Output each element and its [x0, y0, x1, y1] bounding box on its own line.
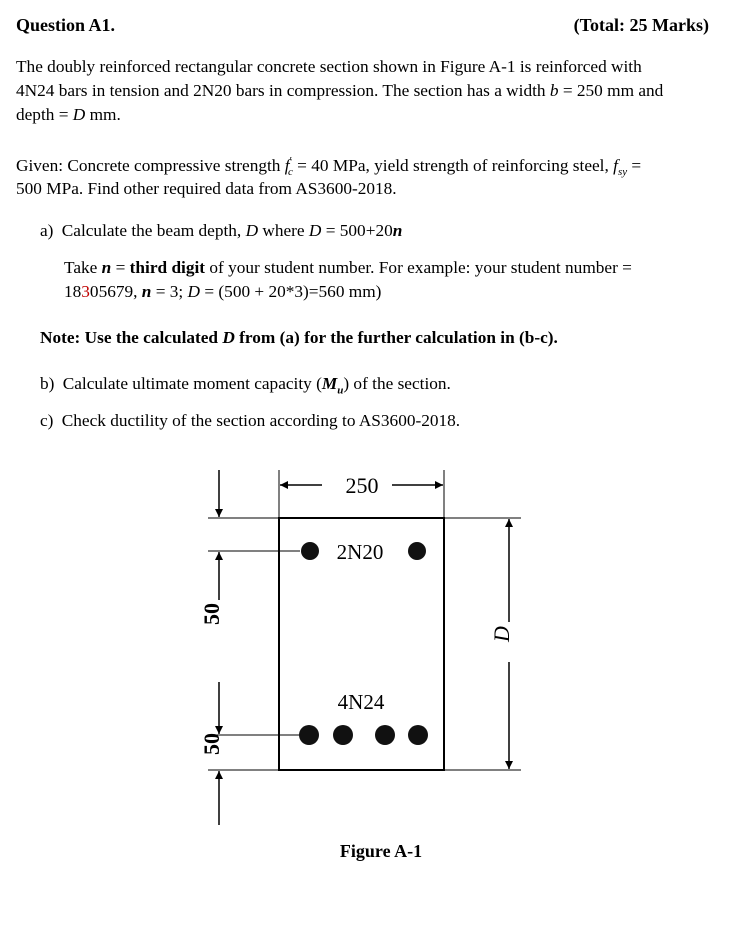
- fc-sub: c: [287, 166, 293, 179]
- part-a-text: where: [258, 221, 309, 240]
- var-Mu-sub: u: [337, 384, 344, 397]
- part-a-text: = 500+20: [321, 221, 393, 240]
- bottom-bar-2: [333, 725, 353, 745]
- var-n: n: [392, 221, 403, 240]
- part-a-text: Calculate the beam depth,: [61, 221, 246, 240]
- bottom-cover-label: 50: [199, 733, 224, 755]
- intro-text: mm.: [85, 105, 121, 124]
- note-text: from (a) for the further calculation in (b-c).: [234, 328, 558, 347]
- var-n: n: [101, 258, 112, 277]
- fsy-sub: sy: [617, 166, 628, 179]
- top-cover-label: 50: [199, 603, 224, 625]
- question-title: Question A1.: [16, 15, 116, 35]
- part-a-label: a): [40, 221, 54, 240]
- intro-text: depth =: [16, 105, 73, 124]
- student-number-part: 18: [64, 282, 82, 301]
- bottom-bar-3: [375, 725, 395, 745]
- take-text: of your student number. For example: your student number =: [205, 258, 632, 277]
- fc-prime: ′: [289, 155, 292, 167]
- example-text: = 3;: [151, 282, 188, 301]
- intro-text: = 250 mm and: [558, 81, 664, 100]
- var-fc: f: [284, 155, 290, 175]
- given-text: = 40 MPa, yield strength of reinforcing steel,: [292, 155, 614, 175]
- bottom-bar-4: [408, 725, 428, 745]
- top-bar-right: [408, 542, 426, 560]
- given-text: =: [627, 155, 642, 175]
- bottom-bars-label: 4N24: [337, 690, 385, 714]
- part-b-text: ) of the section.: [343, 374, 451, 393]
- var-D: D: [245, 221, 259, 240]
- given-text: Given: Concrete compressive strength: [16, 155, 285, 175]
- depth-label: D: [489, 626, 514, 642]
- part-c-label: c): [40, 411, 54, 430]
- part-c-text: Check ductility of the section according to AS3600-2018.: [61, 411, 461, 430]
- var-M: M: [321, 374, 338, 393]
- student-number-part: 05679,: [89, 282, 142, 301]
- var-D: D: [308, 221, 322, 240]
- take-text: =: [111, 258, 130, 277]
- part-b-text: Calculate ultimate moment capacity (: [62, 374, 322, 393]
- var-D: D: [222, 328, 235, 347]
- third-digit-emphasis: third digit: [129, 258, 206, 277]
- top-bar-left: [301, 542, 319, 560]
- student-number-highlight: 3: [81, 282, 90, 301]
- bottom-bar-1: [299, 725, 319, 745]
- take-text: Take: [64, 258, 102, 277]
- width-label: 250: [345, 473, 379, 498]
- intro-text: 4N24 bars in tension and 2N20 bars in compression. The section has a width: [16, 81, 550, 100]
- var-n: n: [141, 282, 152, 301]
- total-marks: (Total: 25 Marks): [573, 15, 709, 35]
- var-D: D: [72, 105, 86, 124]
- intro-text: The doubly reinforced rectangular concrete section shown in Figure A-1 is reinforced with: [16, 57, 642, 76]
- example-text: = (500 + 20*3)=560 mm): [200, 282, 382, 301]
- var-fsy: f: [613, 155, 618, 175]
- figure-caption: Figure A-1: [339, 841, 423, 861]
- var-D: D: [187, 282, 201, 301]
- note-text: Note: Use the calculated: [40, 328, 223, 347]
- var-b: b: [549, 81, 559, 100]
- given-text: 500 MPa. Find other required data from AS3600-2018.: [16, 179, 397, 198]
- part-b-label: b): [40, 374, 55, 393]
- top-bars-label: 2N20: [336, 540, 384, 564]
